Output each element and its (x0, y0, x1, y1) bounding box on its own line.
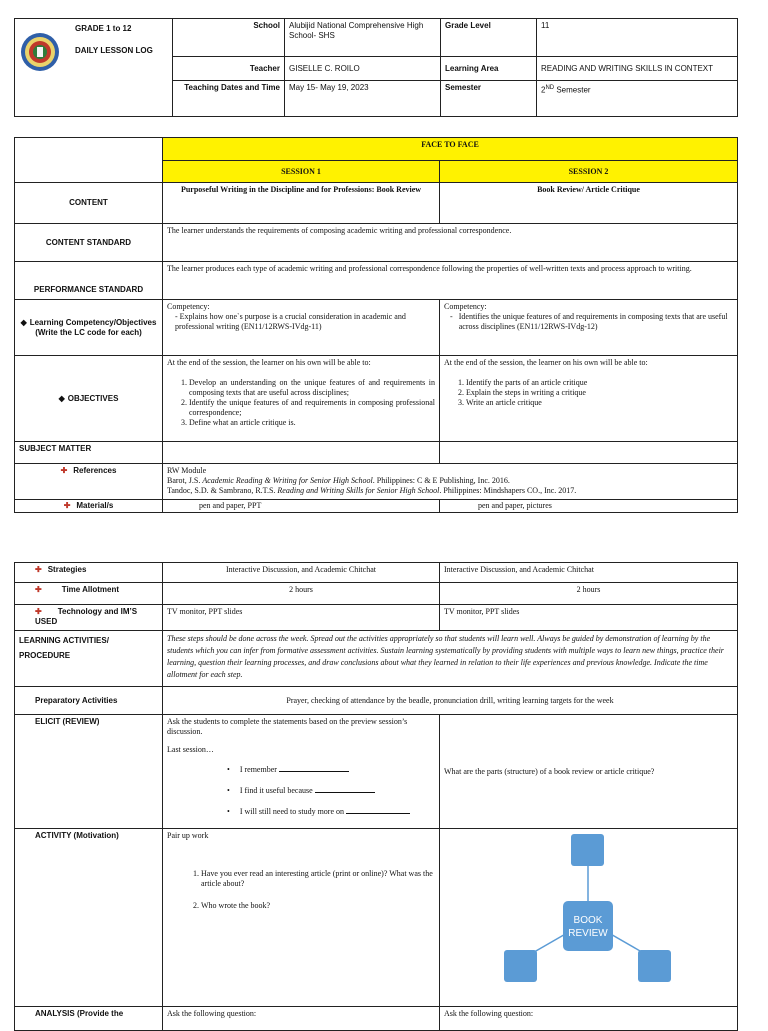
technology-label (15, 605, 163, 631)
materials-session1: pen and paper, PPT (163, 500, 440, 513)
arrow-bullet-icon: ✚ (60, 466, 68, 475)
dates-value: May 15- May 19, 2023 (285, 81, 441, 117)
school-label: School (173, 19, 285, 57)
objective-item: 2. Explain the steps in writing a critique (466, 388, 733, 398)
performance-standard-label: PERFORMANCE STANDARD (15, 262, 163, 300)
analysis-label: ANALYSIS (Provide the (15, 1007, 163, 1031)
content-label: CONTENT (15, 183, 163, 224)
materials-session2: pen and paper, pictures (440, 500, 738, 513)
competency-heading-s1: Competency: (167, 302, 210, 311)
objectives-label (15, 356, 163, 442)
performance-standard-text: The learner produces each type of academic writing and professional correspondence following the properties of well-written texts and process approach to writing. (163, 262, 738, 300)
answer-blank (315, 784, 375, 793)
lesson-table-2 (14, 562, 738, 1031)
activity-list (167, 869, 435, 911)
competency-session1 (163, 300, 440, 356)
activity-item: 1. Have you ever read an interesting article (print or online)? What was the article about? (201, 869, 435, 889)
objectives-session2 (440, 356, 738, 442)
school-seal-icon (20, 32, 60, 72)
analysis-session1: Ask the following question: (163, 1007, 440, 1031)
semester-word: Semester (554, 85, 591, 95)
elicit-label: ELICIT (REVIEW) (15, 715, 163, 829)
subject-matter-s2 (440, 442, 738, 464)
session2-heading: SESSION 2 (440, 161, 738, 183)
objectives-intro-s1: At the end of the session, the learner on his own will be able to: (167, 358, 371, 367)
time-session2: 2 hours (440, 583, 738, 605)
face-to-face-heading: FACE TO FACE (163, 138, 738, 161)
arrow-bullet-icon: ✚ (35, 565, 42, 574)
procedure-label: LEARNING ACTIVITIES/ PROCEDURE (15, 631, 163, 687)
objectives-session1 (163, 356, 440, 442)
competency-label-line1: Learning Competency/Objectives (29, 317, 157, 327)
diagram-center-label-line2: REVIEW (568, 928, 608, 939)
objective-item: 1. Develop an understanding on the unique features of and requirements in composing texts that are useful across disciplines; (189, 378, 435, 398)
diamond-bullet-icon: ◆ (58, 393, 65, 403)
header-logo-cell (15, 19, 173, 117)
grade-level-label: Grade Level (441, 19, 537, 57)
grade-range: GRADE 1 to 12 (75, 24, 132, 33)
diagram-node-top (571, 834, 604, 866)
objective-item: 2. Identify the unique features of and requirements in composing professional correspondence; (189, 398, 435, 418)
materials-label-text: Material/s (76, 501, 114, 510)
competency-label (15, 300, 163, 356)
answer-blank (346, 805, 410, 814)
objectives-intro-s2: At the end of the session, the learner on his own will be able to: (444, 358, 648, 367)
semester-value (537, 81, 738, 117)
elicit-list (167, 763, 435, 817)
semester-sup: ND (545, 85, 555, 91)
objective-item: 3. Define what an article critique is. (189, 418, 435, 428)
ref3-title: Reading and Writing Skills for Senior High School (277, 486, 440, 495)
answer-blank (279, 763, 349, 772)
elicit-last-session: Last session… (167, 745, 214, 754)
elicit-session2: What are the parts (structure) of a book review or article critique? (440, 715, 738, 829)
session1-heading: SESSION 1 (163, 161, 440, 183)
time-allotment-label-text: Time Allotment (61, 585, 120, 594)
procedure-text: These steps should be done across the week. Spread out the activities appropriately so that students will learn well. Always be guided by demonstration of learning by the students which you can infer from formative assessment activities. Sustain learning systematically by providing students with multiple ways to learn new things, practice their learning, question their learning processes, and draw conclusions about what they learned in relation to their life experiences and previous knowledge. Indicate the time allotment for each step. (163, 631, 738, 687)
ref3-pub: . Philippines: Mindshapers CO., Inc. 2017. (439, 486, 577, 495)
competency-text-s2: Identifies the unique features of and requirements in composing texts that are useful across disciplines (EN11/12RWS-IVdg-12) (458, 312, 728, 331)
diagram-node-left (504, 950, 537, 982)
objective-item: 3. Write an article critique (466, 398, 733, 408)
dates-label: Teaching Dates and Time (173, 81, 285, 117)
diagram-center-label-line1: BOOK (573, 915, 603, 926)
ref2-author: Barot, J.S. (167, 476, 203, 485)
competency-heading-s2: Competency: (444, 302, 487, 311)
teacher-value: GISELLE C. ROILO (285, 57, 441, 81)
materials-label (15, 500, 163, 513)
references-text (163, 464, 738, 500)
ref2-title: Academic Reading & Writing for Senior High School (202, 476, 373, 485)
learning-area-value: READING AND WRITING SKILLS IN CONTEXT (537, 57, 738, 81)
preparatory-text: Prayer, checking of attendance by the beadle, pronunciation drill, writing learning targets for the week (163, 687, 738, 715)
objectives-list-s1 (167, 378, 435, 428)
diagram-node-right (638, 950, 671, 982)
strategies-label-text: Strategies (47, 565, 87, 574)
activity-item: 2. Who wrote the book? (201, 901, 435, 911)
references-label-text: References (73, 466, 117, 475)
arrow-bullet-icon: ✚ (63, 501, 71, 510)
semester-num: 2 (541, 85, 546, 95)
analysis-session2: Ask the following question: (440, 1007, 738, 1031)
competency-dash-s2: - (450, 312, 453, 321)
activity-label: ACTIVITY (Motivation) (15, 829, 163, 1007)
activity-session1 (163, 829, 440, 1007)
elicit-item-text: I find it useful because (239, 786, 313, 795)
strategies-session2: Interactive Discussion, and Academic Chitchat (440, 563, 738, 583)
content-session1: Purposeful Writing in the Discipline and for Professions: Book Review (163, 183, 440, 224)
school-value: Alubijid National Comprehensive High School- SHS (285, 19, 441, 57)
elicit-item: • I remember (227, 763, 435, 775)
reference-line: RW Module (167, 466, 207, 475)
elicit-item: • I find it useful because (227, 784, 435, 796)
content-standard-label: CONTENT STANDARD (15, 224, 163, 262)
activity-intro: Pair up work (167, 831, 209, 840)
log-title: DAILY LESSON LOG (75, 46, 153, 55)
elicit-item-text: I remember (239, 765, 277, 774)
technology-session1: TV monitor, PPT slides (163, 605, 440, 631)
diamond-bullet-icon: ◆ (20, 317, 27, 327)
preparatory-label: Preparatory Activities (15, 687, 163, 715)
elicit-session1 (163, 715, 440, 829)
subject-matter-s1 (163, 442, 440, 464)
technology-session2: TV monitor, PPT slides (440, 605, 738, 631)
teacher-label: Teacher (173, 57, 285, 81)
arrow-bullet-icon: ✚ (35, 585, 42, 594)
subject-matter-label: SUBJECT MATTER (15, 442, 163, 464)
strategies-label (15, 563, 163, 583)
book-review-diagram (440, 829, 738, 1007)
lesson-table-1 (14, 137, 738, 513)
strategies-session1: Interactive Discussion, and Academic Chitchat (163, 563, 440, 583)
references-label (15, 464, 163, 500)
arrow-bullet-icon: ✚ (35, 607, 42, 616)
reference-line (167, 476, 733, 486)
technology-label-text: Technology and IM’S USED (35, 607, 138, 626)
competency-text-s1: - Explains how one`s purpose is a crucial consideration in academic and professional writing (EN11/12RWS-IVdg-11) (175, 312, 406, 331)
content-session2: Book Review/ Article Critique (440, 183, 738, 224)
content-standard-text: The learner understands the requirements of composing academic writing and professional correspondence. (163, 224, 738, 262)
ref2-pub: . Philippines: C & E Publishing, Inc. 2016. (372, 476, 510, 485)
activity-session2 (440, 829, 738, 1007)
diagram-node-center (563, 901, 613, 951)
blank-corner (15, 138, 163, 183)
header-table (14, 18, 738, 117)
time-session1: 2 hours (163, 583, 440, 605)
elicit-item: • I will still need to study more on (227, 805, 435, 817)
elicit-intro: Ask the students to complete the statements based on the preview session’s discussion. (167, 717, 408, 736)
elicit-item-text: I will still need to study more on (239, 807, 345, 816)
competency-session2 (440, 300, 738, 356)
learning-area-label: Learning Area (441, 57, 537, 81)
objectives-label-text: OBJECTIVES (67, 393, 119, 403)
competency-label-line2: (Write the LC code for each) (35, 327, 142, 337)
grade-level-value: 11 (537, 19, 738, 57)
objective-item: 1. Identify the parts of an article critique (466, 378, 733, 388)
time-allotment-label (15, 583, 163, 605)
ref3-author: Tandoc, S.D. & Sambrano, R.T.S. (167, 486, 278, 495)
semester-label: Semester (441, 81, 537, 117)
objectives-list-s2 (444, 378, 733, 408)
reference-line (167, 486, 733, 496)
